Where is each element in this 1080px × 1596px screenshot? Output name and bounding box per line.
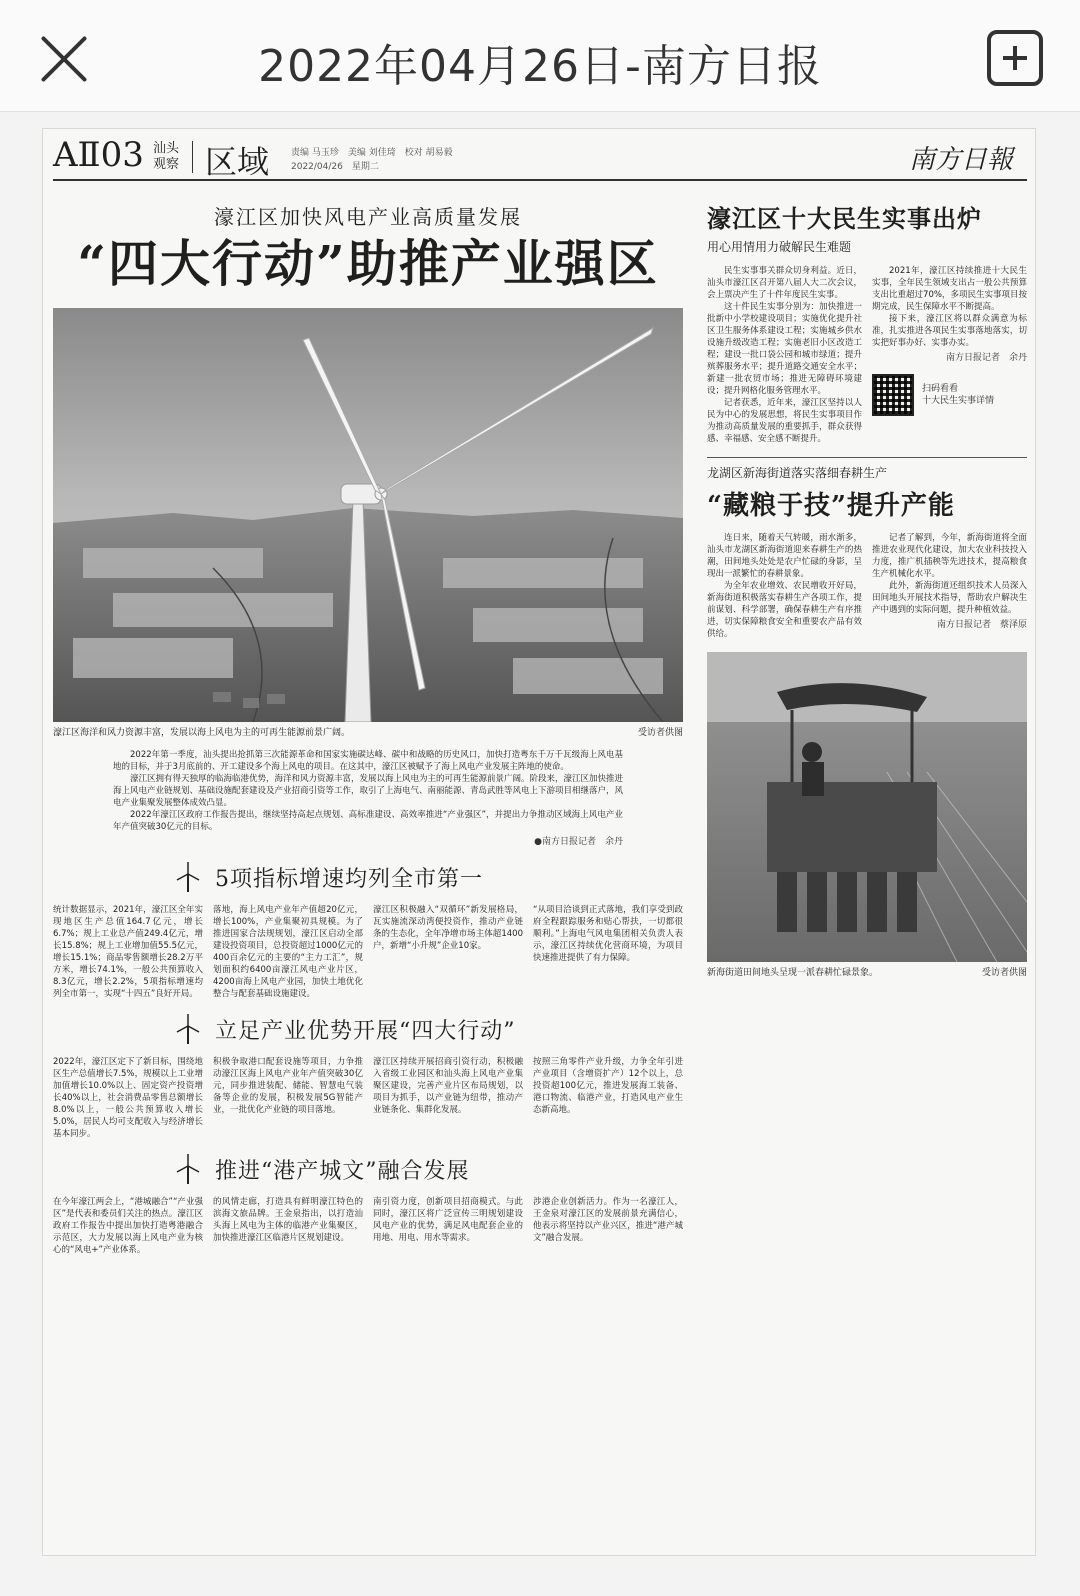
rice-transplanter-image [707, 652, 1027, 962]
section-paragraph: 积极争取港口配套设施等项目，力争推动濠江区海上风电产业年产值突破30亿元，同步推进装配、储能、智慧电气装备等企业的发展，积极发展5G智能产业，一批优化产业链的项目落地。 [213, 1057, 363, 1115]
lead-intro-paragraph: 2022年濠江区政府工作报告提出，继续坚持高起点规划、高标准建设、高效率推进“产业强区”，并提出力争推动区域海上风电产业年产值突破30亿元的目标。 [113, 810, 623, 832]
wind-turbine-photo [53, 308, 683, 722]
section-paragraph: 落地，海上风电产业年产值超20亿元，增长100%，产业集聚初具规模。为了推进国家合法规规划，濠江区启动全部建设投资项目，总投资超过1000亿元的400百余亿元的主要的“主力工汇”，规划面积约6400亩濠江风电产业片区，4200亩海上风电产业园，加快土地优化整合与配套基础设施建设。 [213, 905, 363, 999]
lead-photo-caption: 濠江区海洋和风力资源丰富，发展以海上风电为主的可再生能源前景广阔。 [53, 728, 351, 738]
story2-paragraph: 连日来，随着天气转暖，雨水渐多，汕头市龙湖区新海街道迎来春耕生产的热潮，田间地头处处是农户忙碌的身影，呈现出一派繁忙的春耕景象。 [707, 533, 862, 579]
section-label: 区域 [205, 143, 270, 181]
story2-col-left [707, 532, 862, 640]
section-body [53, 904, 683, 1000]
section-paragraph: 的风情走廊，打造具有鲜明濠江特色的滨海文旅品牌。王金泉指出，以打造汕头海上风电为主体的临港产业集聚区，加快推进濠江区临港片区规划建设。 [213, 1197, 363, 1243]
section-title: 5项指标增速均列全市第一 [215, 866, 483, 892]
editors-line: 责编 马玉珍 美编 刘佳琦 校对 胡易毅 [291, 148, 453, 158]
lead-intro-paragraph: 2022年第一季度，汕头提出抢抓第三次能源革命和国家实施碳达峰、碳中和战略的历史风口，加快打造粤东千万千瓦级海上风电基地的目标，并于3月底前的、开工建设多个海上风电的项目。在这其中，濠江区被赋予了海上风电产业发展主阵地的使命。 [113, 750, 623, 772]
page-title: 2022年04月26日-南方日报 [258, 41, 822, 92]
section-title: 推进“港产城文”融合发展 [215, 1158, 470, 1184]
close-icon[interactable] [36, 30, 92, 86]
story1-paragraph: 民生实事事关群众切身利益。近日，汕头市濠江区召开第八届人大二次会议，会上票决产生了十件年度民生实事。 [707, 266, 862, 300]
page-number: AⅡ03 [53, 135, 144, 175]
region-label: 汕头观察 [153, 141, 193, 173]
story1-col-right [872, 265, 1027, 445]
lead-intro [53, 741, 683, 848]
lead-subhead: 濠江区加快风电产业高质量发展 [214, 205, 522, 229]
newspaper-page[interactable] [42, 128, 1036, 1556]
story2-photo-caption: 新海街道田间地头呈现一派春耕忙碌景象。 [707, 968, 879, 978]
story1-paragraph: 2021年，濠江区持续推进十大民生实事，全年民生领域支出占一般公共预算支出比重超过70%，多项民生实事项目按期完成，民生保障水平不断提高。 [872, 266, 1027, 312]
story1-body [707, 265, 1027, 445]
story1-subtitle: 用心用情用力破解民生难题 [707, 240, 852, 254]
story1-paragraph: 这十件民生实事分别为：加快推进一批新中小学校建设项目；实施优化提升社区卫生服务体系建设工程；实施城乡供水设施升级改造工程；实施老旧小区改造工程；建设一批口袋公园和城市绿道；提升殡葬服务水平；提升道路交通安全水平；新建一批农贸市场；推进无障碍环境建设；提升网格化服务管理水平。 [707, 302, 862, 396]
section-body [53, 1056, 683, 1140]
top-bar [0, 0, 1080, 112]
section-paragraph: 统计数据显示，2021年，濠江区全年实现地区生产总值164.7亿元，增长6.7%；规上工业总产值249.4亿元，增长15.8%；规上工业增加值55.5亿元，增长15.1%；商品零售额增长28.2万平方米，增长74.1%，一般公共预算收入8.3亿元，增长2.2%，5项指标增速均列全市第一，实现“十四五”良好开局。 [53, 905, 203, 999]
story1-author: 南方日报记者 余丹 [945, 353, 1027, 363]
story2-col-right [872, 532, 1027, 640]
divider [707, 457, 1027, 458]
story2-paragraph: 为全年农业增效、农民增收开好局，新海街道积极落实春耕生产各项工作，提前谋划、科学部署，确保春耕生产有序推进，切实保障粮食安全和重要农产品有效供给。 [707, 581, 862, 639]
lead-photo-credit: 受访者供图 [637, 728, 683, 738]
story2-photo-credit: 受访者供图 [981, 968, 1027, 978]
section-paragraph: 在今年濠江两会上，“港城融合”“产业强区”是代表和委员们关注的热点。濠江区政府工作报告中提出加快打造粤港融合示范区，大力发展以海上风电产业为核心的“风电+”产业体系。 [53, 1197, 203, 1255]
section-paragraph: 濠江区持续开展招商引资行动，积极融入省级工业园区和汕头海上风电产业集聚区建设，完善产业片区布局规划，以项目为抓手，以产业链为纽带，推动产业链条化、集群化发展。 [373, 1057, 523, 1115]
story2-title: “藏粮于技”提升产能 [707, 491, 955, 521]
farming-photo [707, 652, 1027, 962]
story1-col-left [707, 265, 862, 445]
section-paragraph: “从项目洽谈到正式落地，我们享受到政府全程跟踪服务和贴心帮扶，一切都很顺利。”上海电气风电集团相关负责人表示，濠江区持续优化营商环境，为项目快速推进提供了有力保障。 [533, 905, 683, 963]
add-icon[interactable] [987, 30, 1043, 86]
story2-photo-caption-row [707, 962, 1027, 981]
story1-title: 濠江区十大民生实事出炉 [707, 204, 982, 233]
story2-author: 南方日报记者 蔡泽原 [936, 620, 1027, 630]
section-header [173, 860, 683, 894]
qr-caption-line: 扫码看看 [922, 384, 959, 394]
section-title: 立足产业优势开展“四大行动” [215, 1018, 516, 1044]
lead-headline: “四大行动”助推产业强区 [77, 234, 659, 293]
issue-date: 2022/04/26 星期二 [291, 162, 379, 172]
section-body [53, 1196, 683, 1256]
qr-code-icon[interactable] [872, 374, 914, 416]
wind-turbine-image [53, 308, 683, 722]
section-paragraph: 2022年，濠江区定下了新目标，围绕地区生产总值增长7.5%，规模以上工业增加值增长10.0%以上、固定资产投资增长40%以上，社会消费品零售总额增长8.0%以上，一般公共预算收入增长5.0%，居民人均可支配收入与经济增长基本同步。 [53, 1057, 203, 1139]
section-header [173, 1012, 683, 1046]
masthead [53, 135, 1027, 181]
qr-caption-line: 十大民生实事详情 [922, 396, 995, 406]
story1-paragraph: 记者获悉，近年来，濠江区坚持以人民为中心的发展思想，将民生实事项目作为推动高质量发展的重要抓手，群众获得感、幸福感、安全感不断提升。 [707, 398, 862, 444]
section-paragraph: 南引资力度，创新项目招商模式。与此同时，濠江区将广泛宣传三明规划建设风电产业的优势，满足风电配套企业的用地、用电、用水等需求。 [373, 1197, 523, 1243]
story2-paragraph: 记者了解到，今年，新海街道将全面推进农业现代化建设，加大农业科技投入力度，推广机插秧等先进技术，提高粮食生产机械化水平。 [872, 533, 1027, 579]
section-paragraph: 涉港企业创新活力。作为一名濠江人，王金泉对濠江区的发展前景充满信心，他表示将坚持以产业兴区，推进“港产城文”融合发展。 [533, 1197, 683, 1243]
story1-paragraph: 接下来，濠江区将以群众满意为标准，扎实推进各项民生实事落地落实，切实把好事办好、实事办实。 [872, 314, 1027, 348]
section-paragraph: 按照三角零件产业升级，力争全年引进产业项目（含增资扩产）12个以上，总投资超100亿元，推进发展海工装备、港口物流、临港产业，打造风电产业生态新高地。 [533, 1057, 683, 1115]
section-paragraph: 濠江区积极融入“双循环”新发展格局，瓦实施流深动湾便投资作，推动产业链条的生态化，全年净增市场主体超1400户，新增“小升规”企业10家。 [373, 905, 523, 951]
lead-author: ●南方日报记者 余丹 [534, 837, 623, 847]
lead-story [53, 189, 683, 1256]
lead-photo-caption-row [53, 722, 683, 741]
qr-caption [922, 383, 994, 407]
wind-turbine-icon [173, 1014, 203, 1044]
lead-intro-paragraph: 濠江区拥有得天独厚的临海临港优势，海洋和风力资源丰富，发展以海上风电为主的可再生能源前景广阔。阶段来，濠江区加快推进海上风电产业链规划、基础设施配套建设及产业招商引资等工作，取引了上海电气、南丽能源、青岛武胜等风电上下游项目相继落户，风电产业集聚发展整体成效凸显。 [113, 774, 624, 808]
newspaper-logo: 南方日報 [908, 145, 1013, 175]
sidebar-stories [707, 189, 1027, 981]
wind-turbine-icon [173, 1154, 203, 1184]
story2-kicker: 龙湖区新海街道落实落细春耕生产 [707, 466, 888, 480]
section-header [173, 1152, 683, 1186]
qr-code-block[interactable] [872, 374, 1027, 416]
wind-turbine-icon [173, 862, 203, 892]
story2-body [707, 532, 1027, 640]
story2-paragraph: 此外，新海街道还组织技术人员深入田间地头开展技术指导，帮助农户解决生产中遇到的实际问题，提升种植效益。 [872, 581, 1027, 615]
